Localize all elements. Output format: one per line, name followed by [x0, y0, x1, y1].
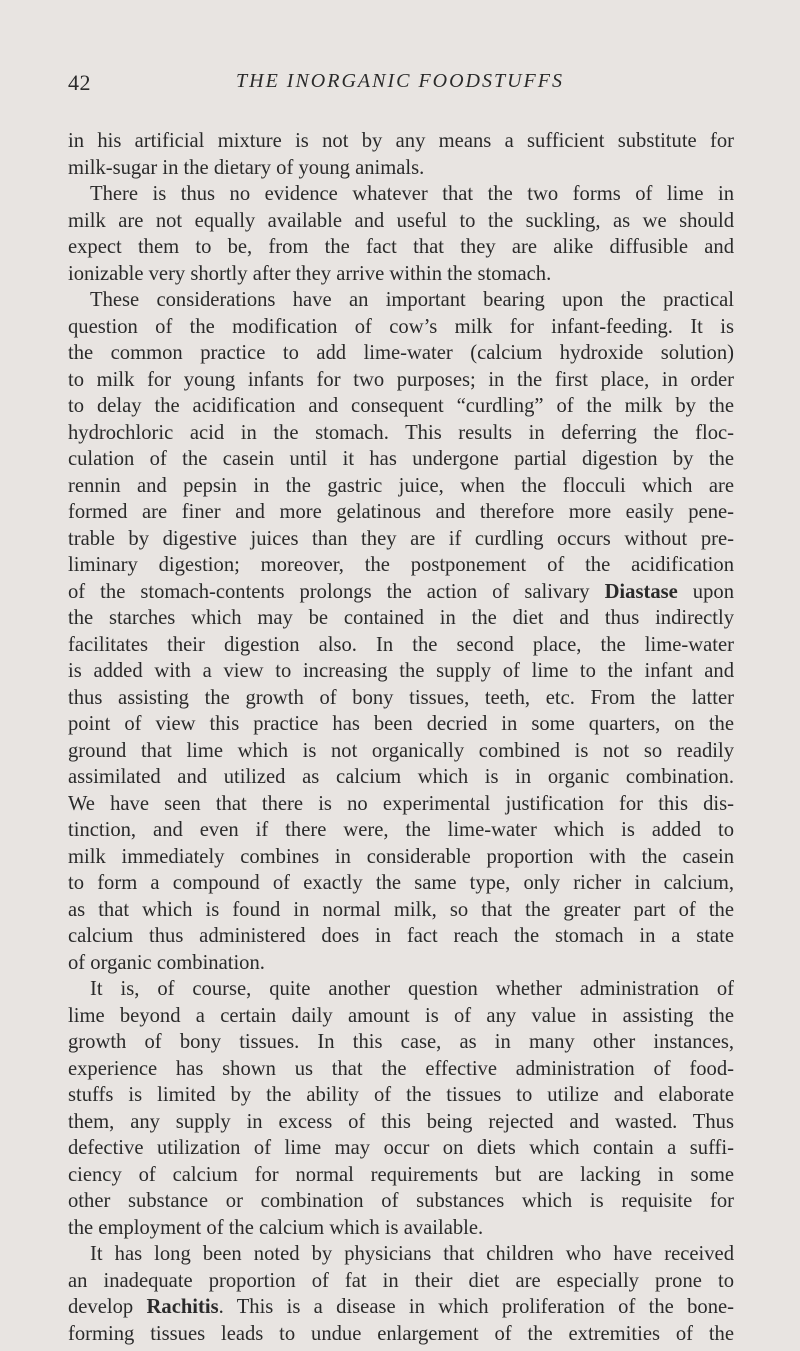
line-text: rennin and pepsin in the gastric juice, when the flocculi which are — [68, 474, 734, 497]
line-text: These considerations have an important bearing upon the practical — [90, 289, 734, 311]
line-text: to delay the acidification and consequent “curdling” of the milk by the — [68, 395, 734, 417]
running-head: THE INORGANIC FOODSTUFFS — [236, 70, 564, 92]
text-line — [68, 764, 734, 791]
text-line — [68, 526, 734, 553]
text-line — [68, 897, 734, 924]
text-line — [68, 473, 734, 500]
line-text: question of the modification of cow’s milk for infant-feeding. It is — [68, 315, 734, 338]
bold-term: Rachitis — [146, 1296, 219, 1318]
text-line — [68, 393, 734, 420]
line-text: ionizable very shortly after they arrive within the stomach. — [68, 262, 552, 285]
text-line — [68, 579, 734, 606]
line-text: forming tissues leads to undue enlargement of the extremities of the — [68, 1322, 734, 1345]
text-line — [68, 1135, 734, 1162]
bold-term: Diastase — [604, 580, 678, 603]
line-text: hydrochloric acid in the stomach. This results in deferring the floc- — [68, 421, 734, 444]
text-line — [68, 367, 734, 394]
line-text: to form a compound of exactly the same type, only richer in calcium, — [68, 872, 734, 894]
text-line — [68, 1215, 734, 1242]
line-text: calcium thus administered does in fact reach the stomach in a state — [68, 925, 734, 947]
text-line — [68, 340, 734, 367]
line-text: We have seen that there is no experimental justification for this dis- — [68, 792, 734, 815]
line-text: milk immediately combines in considerable proportion with the casein — [68, 845, 734, 868]
line-text: the starches which may be contained in the diet and thus indirectly — [68, 607, 734, 629]
line-text: expect them to be, from the fact that they are alike diffusible and — [68, 236, 734, 258]
line-text: It has long been noted by physicians that children who have received — [90, 1243, 734, 1265]
line-text: the employment of the calcium which is available. — [68, 1216, 484, 1239]
text-line — [68, 791, 734, 818]
line-text: ground that lime which is not organically combined is not so readily — [68, 739, 734, 762]
text-line — [68, 685, 734, 712]
text-line — [68, 1109, 734, 1136]
text-line — [68, 287, 734, 314]
line-text: growth of bony tissues. In this case, as in many other instances, — [68, 1031, 734, 1053]
text-line — [68, 923, 734, 950]
line-text: point of view this practice has been decried in some quarters, on the — [68, 713, 734, 735]
page-header — [68, 70, 732, 100]
text-line — [68, 420, 734, 447]
line-text: culation of the casein until it has undergone partial digestion by the — [68, 448, 734, 470]
line-text: milk are not equally available and useful to the suckling, as we should — [68, 209, 734, 232]
text-line — [68, 1241, 734, 1268]
text-line — [68, 208, 734, 235]
body-text — [68, 128, 734, 1347]
text-line — [68, 446, 734, 473]
line-text: of organic combination. — [68, 951, 265, 974]
text-line — [68, 605, 734, 632]
line-text: as that which is found in normal milk, so that the greater part of the — [68, 898, 734, 921]
text-line — [68, 128, 734, 155]
line-text: an inadequate proportion of fat in their diet are especially prone to — [68, 1269, 734, 1292]
text-line — [68, 155, 734, 182]
line-text: experience has shown us that the effective administration of food- — [68, 1057, 734, 1080]
line-text: liminary digestion; moreover, the postponement of the acidification — [68, 554, 734, 576]
text-line — [68, 1162, 734, 1189]
text-line — [68, 234, 734, 261]
line-text: them, any supply in excess of this being rejected and wasted. Thus — [68, 1110, 734, 1133]
text-line — [68, 314, 734, 341]
text-line — [68, 870, 734, 897]
text-line — [68, 950, 734, 977]
line-text-continued: . This is a disease in which proliferation of the bone- — [218, 1296, 734, 1318]
line-text: trable by digestive juices than they are if curdling occurs without pre- — [68, 527, 734, 550]
text-line — [68, 181, 734, 208]
text-line — [68, 738, 734, 765]
line-text: tinction, and even if there were, the lime-water which is added to — [68, 819, 734, 841]
line-text: formed are finer and more gelatinous and therefore more easily pene- — [68, 501, 734, 523]
page-number: 42 — [68, 70, 91, 95]
text-line — [68, 1268, 734, 1295]
text-line — [68, 1188, 734, 1215]
line-text: in his artificial mixture is not by any means a sufficient substitute for — [68, 130, 734, 152]
text-line — [68, 1082, 734, 1109]
line-text: stuffs is limited by the ability of the tissues to utilize and elaborate — [68, 1084, 734, 1106]
text-line — [68, 1294, 734, 1321]
text-line — [68, 1321, 734, 1348]
line-text: thus assisting the growth of bony tissues, teeth, etc. From the latter — [68, 686, 734, 709]
line-text: to milk for young infants for two purposes; in the first place, in order — [68, 368, 734, 391]
line-text: There is thus no evidence whatever that the two forms of lime in — [90, 183, 734, 205]
line-text-continued: upon — [677, 580, 734, 603]
line-text: other substance or combination of substances which is requisite for — [68, 1190, 734, 1212]
line-text: assimilated and utilized as calcium which is in organic combination. — [68, 766, 734, 788]
line-text: ciency of calcium for normal requirements but are lacking in some — [68, 1163, 734, 1186]
text-line — [68, 817, 734, 844]
line-text: is added with a view to increasing the supply of lime to the infant and — [68, 660, 734, 682]
line-text: of the stomach-contents prolongs the action of salivary — [68, 580, 590, 603]
text-line — [68, 261, 734, 288]
line-text: milk-sugar in the dietary of young animals. — [68, 156, 425, 179]
text-line — [68, 1003, 734, 1030]
text-line — [68, 552, 734, 579]
line-text: It is, of course, quite another question whether administration of — [90, 978, 734, 1000]
text-line — [68, 711, 734, 738]
line-text: defective utilization of lime may occur on diets which contain a suffi- — [68, 1137, 734, 1159]
line-text: develop — [68, 1296, 134, 1318]
text-line — [68, 844, 734, 871]
line-text: the common practice to add lime-water (calcium hydroxide solution) — [68, 342, 734, 364]
text-line — [68, 976, 734, 1003]
line-text: facilitates their digestion also. In the second place, the lime-water — [68, 633, 734, 656]
text-line — [68, 499, 734, 526]
text-line — [68, 658, 734, 685]
text-line — [68, 632, 734, 659]
text-line — [68, 1029, 734, 1056]
line-text: lime beyond a certain daily amount is of any value in assisting the — [68, 1004, 734, 1027]
text-line — [68, 1056, 734, 1083]
